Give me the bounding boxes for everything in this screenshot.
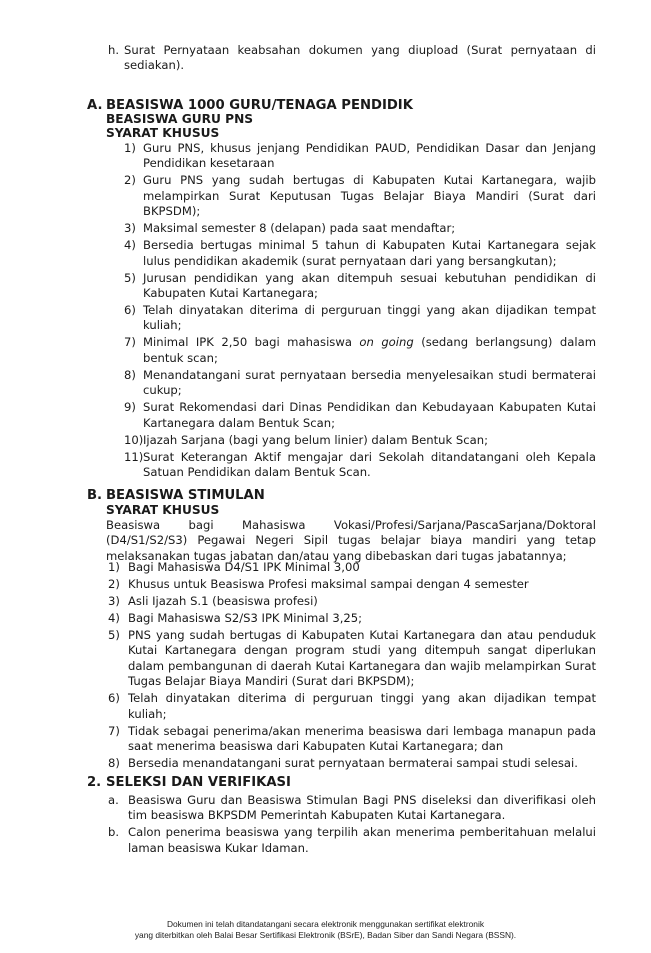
- list-item: [124, 271, 596, 302]
- section-title: BEASISWA STIMULAN: [106, 488, 265, 503]
- list-item: [124, 141, 596, 172]
- list-number: 10): [124, 432, 144, 447]
- list-item-text: Telah dinyatakan diterima di perguruan tinggi yang akan dijadikan tempat kuliah;: [128, 691, 596, 721]
- list-number: 6): [108, 691, 120, 706]
- list-item-text: Bersedia bertugas minimal 5 tahun di Kabupaten Kutai Kartanegara sejak lulus pendidikan akademik (surat pernyataan dari yang bersangkutan);: [143, 238, 596, 268]
- list-marker: a.: [108, 793, 119, 807]
- list-item: [124, 400, 596, 431]
- list-number: 8): [124, 367, 136, 382]
- section-a-subtitle: BEASISWA GURU PNS: [106, 112, 254, 126]
- list-item-text: Asli Ijazah S.1 (beasiswa profesi): [128, 594, 318, 608]
- list-item: [108, 756, 596, 771]
- paragraph-line: melaksanakan tugas jabatan dan/atau yang dibebaskan dari tugas jabatannya;: [106, 548, 567, 563]
- section-b-intro-paragraph: [106, 518, 596, 564]
- section-title: BEASISWA 1000 GURU/TENAGA PENDIDIK: [106, 98, 413, 113]
- list-item: [124, 368, 596, 399]
- list-item: [124, 335, 596, 366]
- list-item-text: Guru PNS yang sudah bertugas di Kabupaten Kutai Kartanegara, wajib melampirkan Surat Keputusan Tugas Belajar Biaya Mandiri (Surat dari BKPSDM);: [143, 173, 596, 219]
- list-item-text: Maksimal semester 8 (delapan) pada saat mendaftar;: [143, 221, 456, 236]
- list-item-text: Surat Pernyataan keabsahan dokumen yang diupload (Surat pernyataan di sediakan).: [124, 43, 596, 73]
- list-item-text: Bersedia menandatangani surat pernyataan bermaterai sampai studi selesai.: [128, 756, 578, 771]
- section-marker: A.: [87, 98, 103, 113]
- list-item: [124, 221, 596, 236]
- list-item-text: Calon penerima beasiswa yang terpilih akan menerima pemberitahuan melalui laman beasiswa Kukar Idaman.: [128, 825, 596, 855]
- list-number: 3): [124, 221, 136, 236]
- list-number: 9): [124, 400, 136, 415]
- list-number: 2): [108, 577, 120, 591]
- list-item: [108, 611, 596, 626]
- italic-term: on going: [359, 335, 414, 350]
- footer-line: yang diterbitkan oleh Balai Besar Sertifikasi Elektronik (BSrE), Badan Siber dan Sandi Negara (BSSN).: [134, 930, 517, 940]
- list-number: 5): [108, 628, 120, 642]
- list-number: 4): [108, 611, 120, 625]
- list-item-text: Surat Keterangan Aktif mengajar dari Sekolah ditandatangani oleh Kepala Satuan Pendidikan dalam Bentuk Scan.: [143, 449, 596, 480]
- list-number: 2): [124, 173, 136, 188]
- list-number: 1): [108, 560, 120, 574]
- intro-list-item: [108, 43, 596, 74]
- list-number: 4): [124, 238, 136, 253]
- list-number: 7): [124, 335, 136, 350]
- list-item-text: Khusus untuk Beasiswa Profesi maksimal sampai dengan 4 semester: [128, 577, 529, 591]
- text-segment: Minimal IPK 2,50 bagi mahasiswa: [143, 335, 360, 350]
- list-number: 7): [108, 723, 120, 738]
- section-marker: B.: [87, 488, 103, 503]
- paragraph-line: (D4/S1/S2/S3) Pegawai Negeri Sipil tugas belajar biaya mandiri yang tetap: [106, 533, 596, 548]
- list-item: [108, 594, 596, 609]
- list-item-text: Ijazah Sarjana (bagi yang belum linier) dalam Bentuk Scan;: [143, 432, 489, 447]
- text-segment: (sedang berlangsung) dalam bentuk scan;: [143, 335, 597, 365]
- list-item: [108, 793, 596, 824]
- list-item: [124, 450, 596, 481]
- section-2-list: [108, 793, 596, 858]
- section-a-requirements-title: SYARAT KHUSUS: [106, 126, 220, 140]
- list-item: [108, 691, 596, 722]
- list-item-text: Jurusan pendidikan yang akan ditempuh sesuai kebutuhan pendidikan di Kabupaten Kutai Kartanegara;: [143, 270, 596, 301]
- section-title: SELEKSI DAN VERIFIKASI: [106, 775, 291, 790]
- list-item-text: Bagi Mahasiswa S2/S3 IPK Minimal 3,25;: [128, 611, 363, 625]
- list-item: [124, 303, 596, 334]
- list-item: [124, 173, 596, 219]
- list-number: 3): [108, 594, 120, 608]
- list-marker: b.: [108, 825, 120, 840]
- section-a-requirements-list: [124, 141, 596, 482]
- list-item: [108, 577, 596, 592]
- list-number: 6): [124, 303, 136, 318]
- e-signature-footer: [0, 919, 651, 941]
- footer-line: Dokumen ini telah ditandatangani secara elektronik menggunakan sertifikat elektronik: [166, 919, 485, 929]
- list-number: 1): [124, 141, 136, 155]
- list-item-text: Menandatangani surat pernyataan bersedia menyelesaikan studi bermaterai cukup;: [143, 367, 596, 398]
- list-item-text: Surat Rekomendasi dari Dinas Pendidikan dan Kebudayaan Kabupaten Kutai Kartanegara dalam Bentuk Scan;: [143, 400, 596, 430]
- list-item: [124, 238, 596, 269]
- list-item-text: Guru PNS, khusus jenjang Pendidikan PAUD, Pendidikan Dasar dan Jenjang Pendidikan kesetaraan: [143, 141, 596, 171]
- list-item-text: PNS yang sudah bertugas di Kabupaten Kutai Kartanegara dan atau penduduk Kutai Kartanegara dengan program studi yang ditempuh sangat diperlukan dalam pembangunan di daerah Kutai Kartanegara dan wajib melampirkan Surat Tugas Belajar Biaya Mandiri (Surat dari BKPSDM);: [128, 628, 596, 689]
- list-number: 8): [108, 756, 120, 771]
- list-item-text: Bagi Mahasiswa D4/S1 IPK Minimal 3,00: [128, 560, 360, 574]
- list-item: [108, 560, 596, 575]
- paragraph-line: Beasiswa bagi Mahasiswa Vokasi/Profesi/Sarjana/PascaSarjana/Doktoral: [106, 518, 596, 532]
- list-item-text: Tidak sebagai penerima/akan menerima beasiswa dari lembaga manapun pada saat menerima beasiswa dari Kabupaten Kutai Kartanegara; dan: [128, 723, 596, 754]
- list-number: 11): [124, 449, 144, 464]
- list-item-text: Telah dinyatakan diterima di perguruan tinggi yang akan dijadikan tempat kuliah;: [143, 303, 596, 333]
- section-b-requirements-title: SYARAT KHUSUS: [106, 503, 220, 517]
- list-number: 5): [124, 270, 136, 285]
- list-item: [108, 724, 596, 755]
- section-b-heading: [87, 488, 607, 504]
- section-marker: 2.: [87, 775, 102, 790]
- list-marker: h.: [108, 43, 120, 57]
- section-2-heading: [87, 775, 607, 791]
- list-item: [108, 825, 596, 856]
- list-item-text: Beasiswa Guru dan Beasiswa Stimulan Bagi PNS diseleksi dan diverifikasi oleh tim beasiswa BKPSDM Pemerintah Kabupaten Kutai Kartanegara.: [128, 793, 596, 823]
- section-b-requirements-list: [108, 560, 596, 773]
- list-item-text: [143, 335, 596, 366]
- list-item: [124, 433, 596, 448]
- list-item: [108, 628, 596, 690]
